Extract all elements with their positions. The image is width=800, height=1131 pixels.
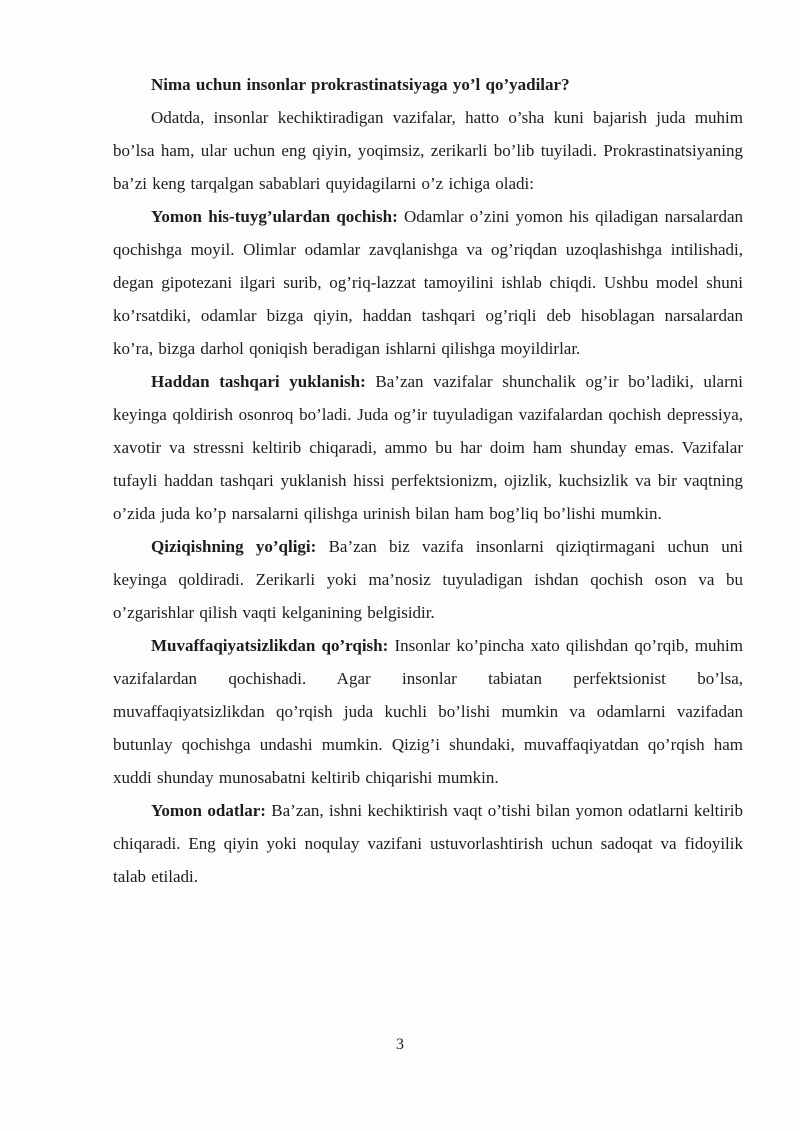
paragraph-text: Ba’zan vazifalar shunchalik og’ir bo’ladiki, ularni keyinga qoldirish osonroq bo’ladi. Juda og’ir tuyuladigan vazifalardan qochish depressiya, xavotir va stressni keltirib chiqaradi, ammo bu har doim ham shunday emas. Vazifalar tufayli haddan tashqari yuklanish hissi perfektsionizm, ojizlik, kuchsizlik va bir vaqtning o’zida juda ko’p narsalarni qilishga urinish bilan ham bog’liq bo’lishi mumkin. [113,372,743,523]
paragraph-lead: Yomon odatlar: [151,801,266,820]
section-heading [113,68,743,101]
paragraph-lead: Qiziqishning yo’qligi: [151,537,317,556]
paragraph [113,530,743,629]
paragraph-text: Ba’zan biz vazifa insonlarni qiziqtirmagani uchun uni keyinga qoldiradi. Zerikarli yoki ma’nosiz tuyuladigan ishdan qochish oson va bu o’zgarishlar qilish vaqti kelganining belgisidir. [113,537,743,622]
paragraph [113,794,743,893]
paragraph-text: Odamlar o’zini yomon his qiladigan narsalardan qochishga moyil. Olimlar odamlar zavqlanishga va og’riqdan uzoqlashishga intilishadi, degan gipotezani ilgari surib, og’riq-lazzat tamoyilini ishlab chiqdi. Ushbu model shuni ko’rsatdiki, odamlar bizga qiyin, haddan tashqari og’riqli deb hisoblagan narsalardan ko’ra, bizga darhol qoniqish beradigan ishlarni qilishga moyildirlar. [113,207,744,358]
paragraph-text: Insonlar ko’pincha xato qilishdan qo’rqib, muhim vazifalardan qochishadi. Agar insonlar tabiatan perfektsionist bo’lsa, muvaffaqiyatsizlikdan qo’rqish juda kuchli bo’lishi mumkin va odamlarni vazifadan butunlay qochishga undashi mumkin. Qizig’i shundaki, muvaffaqiyatdan qo’rqish ham xuddi shunday munosabatni keltirib chiqarishi mumkin. [113,636,744,787]
section-heading-text: Nima uchun insonlar prokrastinatsiyaga yo’l qo’yadilar? [151,75,570,94]
paragraph [113,200,743,365]
paragraph-lead: Yomon his-tuyg’ulardan qochish: [151,207,398,226]
paragraph [113,365,743,530]
paragraph-lead: Haddan tashqari yuklanish: [151,372,366,391]
paragraph-lead: Muvaffaqiyatsizlikdan qo’rqish: [151,636,389,655]
paragraph-text: Odatda, insonlar kechiktiradigan vazifalar, hatto o’sha kuni bajarish juda muhim bo’lsa ham, ular uchun eng qiyin, yoqimsiz, zerikarli bo’lib tuyiladi. Prokrastinatsiyaning ba’zi keng tarqalgan sabablari quyidagilarni o’z ichiga oladi: [113,108,743,193]
paragraph-text: Ba’zan, ishni kechiktirish vaqt o’tishi bilan yomon odatlarni keltirib chiqaradi. Eng qiyin yoki noqulay vazifani ustuvorlashtirish uchun sadoqat va fidoyilik talab etiladi. [113,801,743,886]
paragraph [113,629,743,794]
paragraph [113,101,743,200]
page-number: 3 [396,1036,404,1053]
